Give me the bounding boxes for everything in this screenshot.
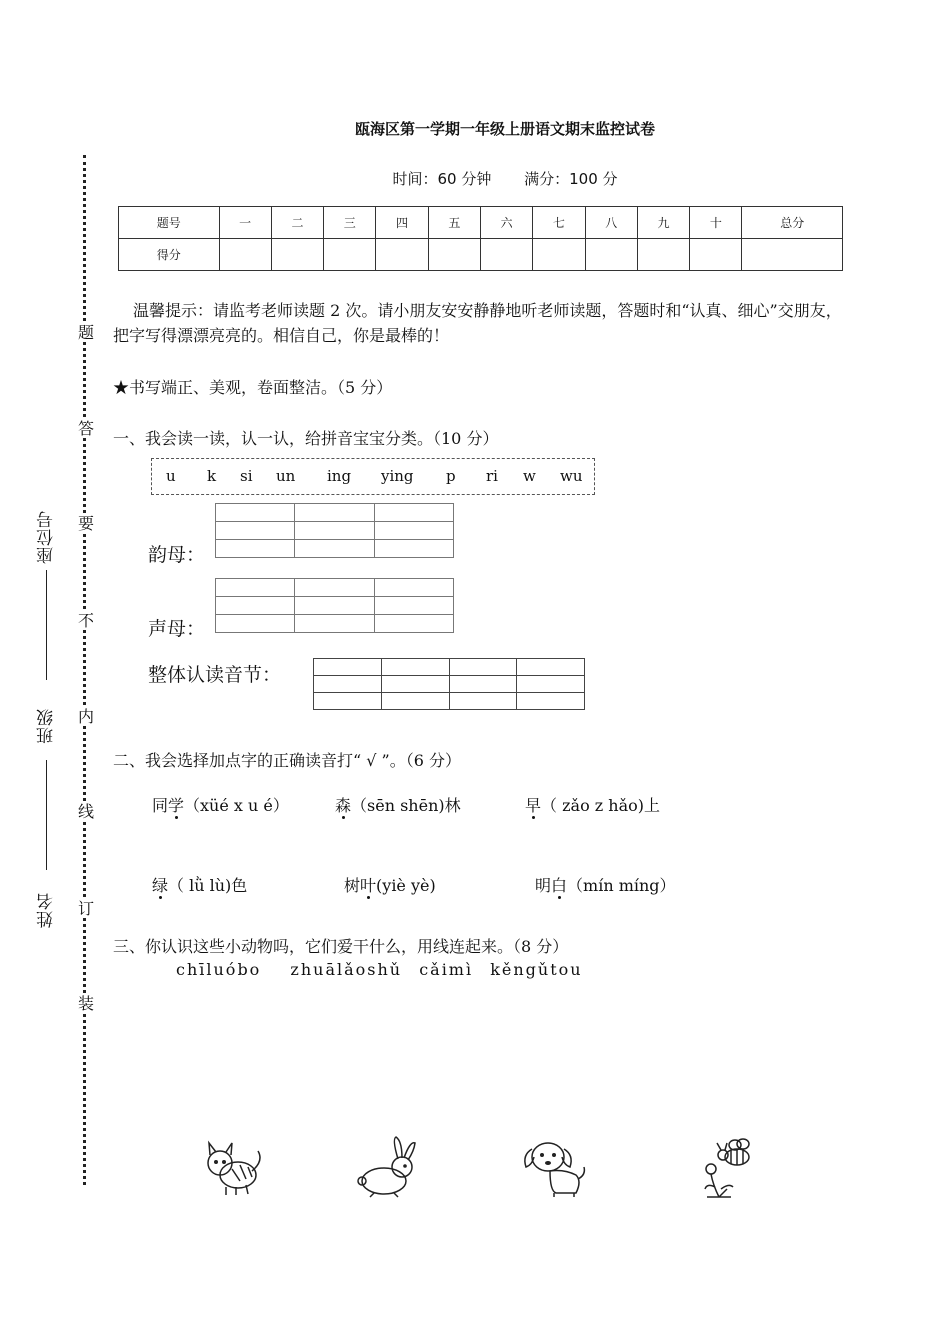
cat-icon[interactable] xyxy=(196,1135,266,1200)
binding-char: 内 xyxy=(78,707,95,726)
writing-note: ★书写端正、美观，卷面整洁。（5 分） xyxy=(113,378,393,397)
score-cell[interactable] xyxy=(637,239,689,271)
pinyin-item: ing xyxy=(327,467,352,485)
yunmu-label: 韵母： xyxy=(148,544,206,566)
reading-options: （ lǜ lù)色 xyxy=(168,876,248,895)
pinyin-item: u xyxy=(166,467,176,485)
score-cell[interactable] xyxy=(219,239,271,271)
score-cell[interactable] xyxy=(533,239,585,271)
shengmu-label: 声母： xyxy=(148,618,206,640)
score-row-label: 得分 xyxy=(119,239,220,271)
class-label: 班级 xyxy=(37,708,57,744)
bee-icon[interactable] xyxy=(697,1135,767,1200)
section3-title: 三、你认识这些小动物吗，它们爱干什么，用线连起来。（8 分） xyxy=(113,937,569,956)
item-prefix: 树 xyxy=(344,876,361,895)
score-cell[interactable] xyxy=(690,239,742,271)
section1-title: 一、我会读一读，认一认，给拼音宝宝分类。（10 分） xyxy=(113,429,499,448)
section3-pinyin-row xyxy=(176,960,583,979)
pinyin-phrase[interactable]: cǎimì xyxy=(419,960,474,979)
pinyin-phrase[interactable]: chīluóbo xyxy=(176,960,262,979)
score-header-cell: 十 xyxy=(690,207,742,239)
dog-icon[interactable] xyxy=(520,1135,590,1200)
exam-time: 时间：60 分钟 xyxy=(392,170,492,188)
score-header-cell: 五 xyxy=(428,207,480,239)
score-cell[interactable] xyxy=(585,239,637,271)
score-table-score-row xyxy=(119,239,843,271)
reading-item[interactable] xyxy=(152,873,247,896)
score-table-header-row xyxy=(119,207,843,239)
binding-char: 不 xyxy=(78,611,95,630)
reading-options: （mín míng） xyxy=(567,876,676,895)
dotted-char: 森 xyxy=(335,796,352,815)
dotted-char: 白 xyxy=(551,876,568,895)
exam-full-score: 满分：100 分 xyxy=(524,170,618,188)
zhengti-grid[interactable] xyxy=(313,658,585,710)
reading-item[interactable] xyxy=(535,873,676,896)
rabbit-icon[interactable] xyxy=(352,1135,422,1200)
exam-info xyxy=(30,168,950,189)
pinyin-item: un xyxy=(276,467,296,485)
dotted-char: 绿 xyxy=(152,876,169,895)
seat-number-label: 座位号 xyxy=(37,510,57,564)
score-header-cell: 三 xyxy=(324,207,376,239)
score-header-cell: 二 xyxy=(271,207,323,239)
binding-char: 订 xyxy=(78,899,95,918)
score-table xyxy=(118,206,843,271)
binding-char: 线 xyxy=(78,802,95,821)
pinyin-item: k xyxy=(207,467,217,485)
name-label: 姓名 xyxy=(37,892,57,928)
class-line xyxy=(46,760,47,870)
dotted-char: 叶 xyxy=(360,876,377,895)
score-header-cell: 六 xyxy=(480,207,532,239)
score-cell[interactable] xyxy=(480,239,532,271)
pinyin-phrase[interactable]: kěngǔtou xyxy=(490,960,583,979)
score-cell[interactable] xyxy=(742,239,843,271)
item-prefix: 同 xyxy=(152,796,169,815)
page-title: 瓯海区第一学期一年级上册语文期末监控试卷 xyxy=(354,120,655,138)
score-header-cell: 四 xyxy=(376,207,428,239)
score-cell[interactable] xyxy=(376,239,428,271)
score-header-cell: 总分 xyxy=(742,207,843,239)
reading-options: （sēn shēn)林 xyxy=(351,796,461,815)
seat-number-line xyxy=(46,570,47,680)
dotted-char: 学 xyxy=(168,796,185,815)
score-header-cell: 九 xyxy=(637,207,689,239)
reading-item[interactable] xyxy=(525,793,660,816)
item-prefix: 明 xyxy=(535,876,552,895)
pinyin-box xyxy=(151,458,595,495)
zhengti-label: 整体认读音节： xyxy=(148,664,282,686)
reading-options: （ zǎo z hǎo)上 xyxy=(541,796,661,815)
binding-char: 题 xyxy=(78,323,95,342)
yunmu-grid[interactable] xyxy=(215,503,454,558)
score-cell[interactable] xyxy=(271,239,323,271)
reading-item[interactable] xyxy=(335,793,461,816)
score-header-cell: 七 xyxy=(533,207,585,239)
binding-char: 答 xyxy=(78,419,95,438)
pinyin-phrase[interactable]: zhuālǎoshǔ xyxy=(290,960,403,979)
pinyin-item: si xyxy=(240,467,253,485)
binding-char: 要 xyxy=(78,514,95,533)
shengmu-grid[interactable] xyxy=(215,578,454,633)
dotted-char: 早 xyxy=(525,796,542,815)
reading-options: (yiè yè) xyxy=(376,876,436,895)
score-header-cell: 一 xyxy=(219,207,271,239)
score-header-cell: 八 xyxy=(585,207,637,239)
section2-title: 二、我会选择加点字的正确读音打“ √ ”。（6 分） xyxy=(113,751,461,770)
binding-dotted-line xyxy=(83,155,86,1185)
reading-item[interactable] xyxy=(344,873,436,896)
pinyin-item: ri xyxy=(486,467,498,485)
pinyin-item: w xyxy=(523,467,536,485)
reading-item[interactable] xyxy=(152,793,289,816)
pinyin-item: p xyxy=(446,467,456,485)
binding-char: 装 xyxy=(78,994,95,1013)
score-cell[interactable] xyxy=(324,239,376,271)
score-header-cell: 题号 xyxy=(119,207,220,239)
score-cell[interactable] xyxy=(428,239,480,271)
pinyin-item: ying xyxy=(381,467,414,485)
pinyin-item: wu xyxy=(560,467,583,485)
reading-options: （xüé x u é） xyxy=(184,796,289,815)
tip-paragraph: 温馨提示：请监考老师读题 2 次。请小朋友安安静静地听老师读题，答题时和“认真、细心”交朋友，把字写得漂漂亮亮的。相信自己，你是最棒的！ xyxy=(113,301,842,345)
